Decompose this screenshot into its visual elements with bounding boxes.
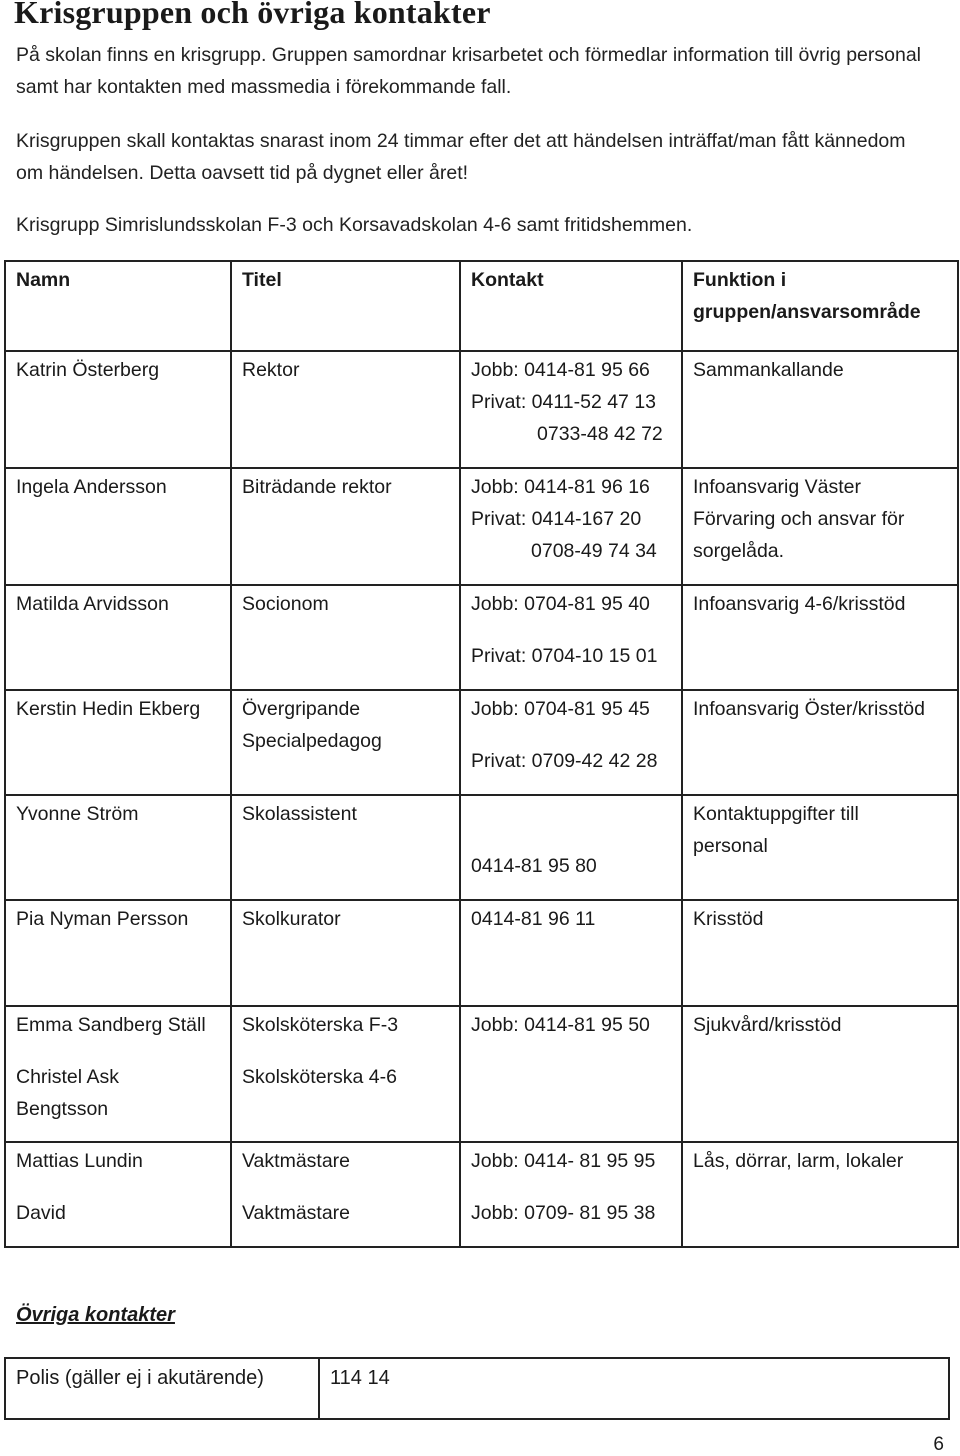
page-number: 6 xyxy=(933,1434,944,1455)
header-title: Titel xyxy=(231,261,460,351)
cell-name: Katrin Österberg xyxy=(5,351,231,468)
other-contacts-table xyxy=(4,1357,950,1420)
cell-name: Ingela Andersson xyxy=(5,468,231,585)
cell-title: Rektor xyxy=(231,351,460,468)
cell-contact: Jobb: 0704-81 95 45 Privat: 0709-42 42 28 xyxy=(460,690,682,795)
table-row xyxy=(5,351,958,468)
cell-name: Pia Nyman Persson xyxy=(5,900,231,1006)
table-row xyxy=(5,900,958,1006)
cell-title: Skolsköterska F-3 Skolsköterska 4-6 xyxy=(231,1006,460,1142)
cell-name: Mattias Lundin David xyxy=(5,1142,231,1247)
crisis-group-caption: Krisgrupp Simrislundsskolan F-3 och Korsavadskolan 4-6 samt fritidshemmen. xyxy=(16,214,693,236)
other-contact-label: Polis (gäller ej i akutärende) xyxy=(5,1358,319,1419)
contact-deadline-paragraph: Krisgruppen skall kontaktas snarast inom 24 timmar efter det att händelsen inträffat/man fått kännedom om händelsen. Detta oavsett tid på dygnet eller året! xyxy=(16,130,906,184)
cell-contact: Jobb: 0414-81 95 66 Privat: 0411-52 47 13 0733-48 42 72 xyxy=(460,351,682,468)
cell-title: Socionom xyxy=(231,585,460,690)
cell-name: Kerstin Hedin Ekberg xyxy=(5,690,231,795)
cell-name: Emma Sandberg Ställ Christel Ask Bengtsson xyxy=(5,1006,231,1142)
table-row xyxy=(5,690,958,795)
header-function: Funktion i gruppen/ansvarsområde xyxy=(682,261,958,351)
intro-paragraph: På skolan finns en krisgrupp. Gruppen samordnar krisarbetet och förmedlar information till övrig personal samt har kontakten med massmedia i förekommande fall. xyxy=(16,44,922,98)
table-row xyxy=(5,1006,958,1142)
cell-title: Biträdande rektor xyxy=(231,468,460,585)
table-row xyxy=(5,1142,958,1247)
cell-contact: Jobb: 0414-81 96 16 Privat: 0414-167 20 0708-49 74 34 xyxy=(460,468,682,585)
cell-function: Infoansvarig 4-6/krisstöd xyxy=(682,585,958,690)
cell-function: Infoansvarig Väster Förvaring och ansvar för sorgelåda. xyxy=(682,468,958,585)
cell-name: Yvonne Ström xyxy=(5,795,231,900)
cell-title: Vaktmästare Vaktmästare xyxy=(231,1142,460,1247)
other-contact-number: 114 14 xyxy=(319,1358,949,1419)
table-row xyxy=(5,795,958,900)
cell-contact: 0414-81 95 80 xyxy=(460,795,682,900)
cell-title: Skolkurator xyxy=(231,900,460,1006)
cell-function: Kontaktuppgifter till personal xyxy=(682,795,958,900)
crisis-group-table xyxy=(4,260,959,1248)
cell-name: Matilda Arvidsson xyxy=(5,585,231,690)
cell-contact: Jobb: 0414- 81 95 95 Jobb: 0709- 81 95 38 xyxy=(460,1142,682,1247)
page-heading: Krisgruppen och övriga kontakter xyxy=(14,0,491,30)
table-row xyxy=(5,585,958,690)
cell-title: Skolassistent xyxy=(231,795,460,900)
table-row xyxy=(5,1358,949,1419)
table-header-row xyxy=(5,261,958,351)
cell-function: Lås, dörrar, larm, lokaler xyxy=(682,1142,958,1247)
cell-function: Sammankallande xyxy=(682,351,958,468)
table-row xyxy=(5,468,958,585)
cell-contact: Jobb: 0414-81 95 50 xyxy=(460,1006,682,1142)
other-contacts-heading: Övriga kontakter xyxy=(16,1304,175,1326)
cell-title: Övergripande Specialpedagog xyxy=(231,690,460,795)
cell-contact: 0414-81 96 11 xyxy=(460,900,682,1006)
cell-contact: Jobb: 0704-81 95 40 Privat: 0704-10 15 01 xyxy=(460,585,682,690)
cell-function: Krisstöd xyxy=(682,900,958,1006)
cell-function: Infoansvarig Öster/krisstöd xyxy=(682,690,958,795)
cell-function: Sjukvård/krisstöd xyxy=(682,1006,958,1142)
header-name: Namn xyxy=(5,261,231,351)
header-contact: Kontakt xyxy=(460,261,682,351)
